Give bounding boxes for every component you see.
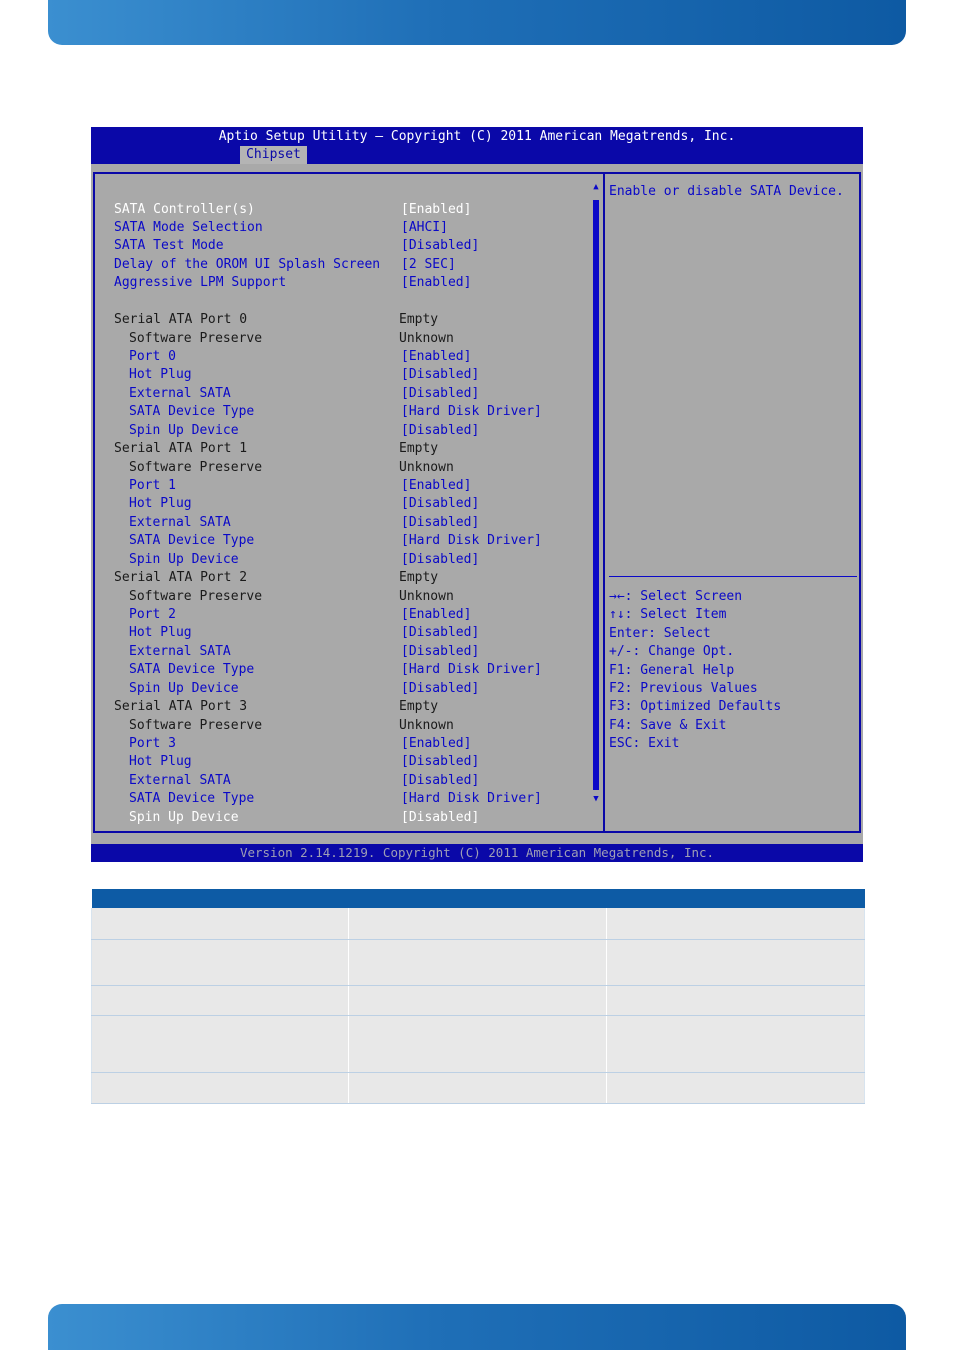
menu-item-label: Spin Up Device [129,809,239,825]
menu-item[interactable] [91,201,591,219]
table-cell [349,985,607,1015]
menu-item-label: External SATA [129,772,231,788]
table-cell [92,908,349,939]
menu-item[interactable] [91,790,591,808]
menu-item-value: [Enabled] [401,477,472,493]
menu-item [91,717,591,735]
scroll-down-icon[interactable]: ▼ [593,794,599,804]
menu-item-value: [Disabled] [401,514,480,530]
menu-item-value: [Enabled] [401,275,472,291]
menu-item [91,569,591,587]
menu-item [91,330,591,348]
menu-item-value: [Disabled] [401,238,480,254]
tab-chipset[interactable]: Chipset [240,146,307,164]
table-cell [349,908,607,939]
menu-item-label: Software Preserve [129,717,263,733]
menu-item-label: SATA Mode Selection [114,219,263,235]
menu-item-value: [Hard Disk Driver] [401,404,542,420]
bios-header [91,127,863,164]
menu-item[interactable] [91,422,591,440]
menu-item-value: [Disabled] [401,385,480,401]
menu-item-value: [Disabled] [401,772,480,788]
menu-item-label: Aggressive LPM Support [114,275,287,291]
table-cell [607,939,865,985]
menu-item[interactable] [91,772,591,790]
menu-item-label: Serial ATA Port 2 [114,570,248,586]
key-hint: F4: Save & Exit [609,717,727,733]
menu-item-label: Serial ATA Port 1 [114,441,248,457]
scrollbar-thumb[interactable] [593,200,599,790]
menu-item-label: External SATA [129,385,231,401]
bios-title: Aptio Setup Utility – Copyright (C) 2011 American Megatrends, Inc. [218,129,736,144]
menu-item-label: Port 3 [129,735,176,751]
page-header-band [48,0,906,45]
key-legend [609,588,857,754]
menu-item[interactable] [91,624,591,642]
menu-item-label: Software Preserve [129,459,263,475]
menu-item-label: Serial ATA Port 0 [114,312,248,328]
table-cell [349,1072,607,1103]
menu-item-label: External SATA [129,514,231,530]
menu-item[interactable] [91,551,591,569]
key-hint: F3: Optimized Defaults [609,699,782,715]
table-row [92,1015,865,1072]
menu-item-value: [Enabled] [401,201,472,217]
table-header-cell [607,889,865,908]
menu-item[interactable] [91,753,591,771]
table-row [92,908,865,939]
key-hint: →←: Select Screen [609,589,743,604]
menu-item-label: Hot Plug [129,496,192,512]
menu-item-value: Empty [399,570,439,586]
menu-item[interactable] [91,403,591,421]
menu-item-value: [2 SEC] [401,256,456,272]
menu-item-value: Empty [399,312,439,328]
menu-item-label: SATA Device Type [129,791,255,807]
menu-item-value: Empty [399,699,439,715]
menu-item-label: Hot Plug [129,625,192,641]
menu-item-label: Hot Plug [129,754,192,770]
settings-table [91,889,865,1104]
menu-item-label: Delay of the OROM UI Splash Screen [114,256,381,272]
menu-item-label: Port 0 [129,348,176,364]
menu-item-value: [Disabled] [401,754,480,770]
menu-item[interactable] [91,256,591,274]
table-row [92,1072,865,1103]
menu-item-value: [Disabled] [401,422,480,438]
menu-item [91,588,591,606]
key-hint: ESC: Exit [609,736,680,752]
key-hint: F2: Previous Values [609,680,758,696]
menu-item-value: [Disabled] [401,367,480,383]
table-cell [607,985,865,1015]
key-hint: +/-: Change Opt. [609,644,735,660]
key-hint: Enter: Select [609,625,711,641]
menu-item-value: [Enabled] [401,348,472,364]
menu-item[interactable] [91,495,591,513]
table-header-cell [349,889,607,908]
menu-item-value: [Enabled] [401,606,472,622]
menu-item[interactable] [91,606,591,624]
menu-item[interactable] [91,274,591,292]
bios-body [91,164,863,844]
table-cell [92,1015,349,1072]
table-cell [607,908,865,939]
menu-item[interactable] [91,735,591,753]
menu-item[interactable] [91,219,591,237]
key-hint: F1: General Help [609,662,735,678]
menu-item-label: Spin Up Device [129,422,239,438]
menu-item[interactable] [91,514,591,532]
table-cell [349,1015,607,1072]
menu-item[interactable] [91,643,591,661]
menu-item[interactable] [91,348,591,366]
menu-item-label: Port 1 [129,477,176,493]
table-cell [92,985,349,1015]
table-row [92,985,865,1015]
menu-item-value: [Disabled] [401,625,480,641]
menu-item [91,459,591,477]
menu-item-label: Spin Up Device [129,551,239,567]
menu-item-label: SATA Device Type [129,662,255,678]
menu-item [91,698,591,716]
menu-item-label: Serial ATA Port 3 [114,699,248,715]
menu-item-value: [Hard Disk Driver] [401,791,542,807]
menu-item-label: Port 2 [129,606,176,622]
table-cell [92,939,349,985]
table-header-cell [92,889,349,908]
menu-item-value: [Disabled] [401,809,480,825]
menu-spacer [91,293,591,311]
table-cell [607,1072,865,1103]
table-header-row [92,889,865,908]
page-footer-band [48,1304,906,1350]
scroll-up-icon[interactable]: ▲ [593,182,599,192]
menu-item-label: SATA Device Type [129,404,255,420]
menu-item-value: [Disabled] [401,551,480,567]
menu-item-label: Software Preserve [129,330,263,346]
menu-item[interactable] [91,809,591,827]
help-divider [609,576,857,577]
table-cell [349,939,607,985]
menu-item-value: Unknown [399,330,454,346]
menu-item[interactable] [91,532,591,550]
menu-item-value: Empty [399,441,439,457]
menu-item[interactable] [91,237,591,255]
menu-item-value: [Disabled] [401,643,480,659]
menu-item-value: [AHCI] [401,219,448,235]
menu-item-label: SATA Device Type [129,533,255,549]
menu-item-value: [Disabled] [401,496,480,512]
bios-footer: Version 2.14.1219. Copyright (C) 2011 American Megatrends, Inc. [91,844,863,862]
menu-item-label: Spin Up Device [129,680,239,696]
menu-item-value: [Disabled] [401,680,480,696]
menu-item [91,440,591,458]
menu-item-value: Unknown [399,717,454,733]
menu-item[interactable] [91,661,591,679]
menu-item[interactable] [91,366,591,384]
bios-setup-screen [91,127,863,862]
menu-item[interactable] [91,385,591,403]
key-hint: ↑↓: Select Item [609,607,727,623]
menu-item-label: SATA Controller(s) [114,201,255,217]
menu-item-value: Unknown [399,459,454,475]
menu-item-value: [Hard Disk Driver] [401,533,542,549]
menu-item [91,311,591,329]
menu-item-value: [Enabled] [401,735,472,751]
menu-item[interactable] [91,477,591,495]
table-cell [607,1015,865,1072]
menu-item-value: [Hard Disk Driver] [401,662,542,678]
menu-item-value: Unknown [399,588,454,604]
menu-item-label: Hot Plug [129,367,192,383]
menu-item-label: External SATA [129,643,231,659]
table-row [92,939,865,985]
menu-item-label: SATA Test Mode [114,238,224,254]
item-help-text: Enable or disable SATA Device. [609,184,844,199]
table-cell [92,1072,349,1103]
menu-item-label: Software Preserve [129,588,263,604]
menu-item[interactable] [91,680,591,698]
